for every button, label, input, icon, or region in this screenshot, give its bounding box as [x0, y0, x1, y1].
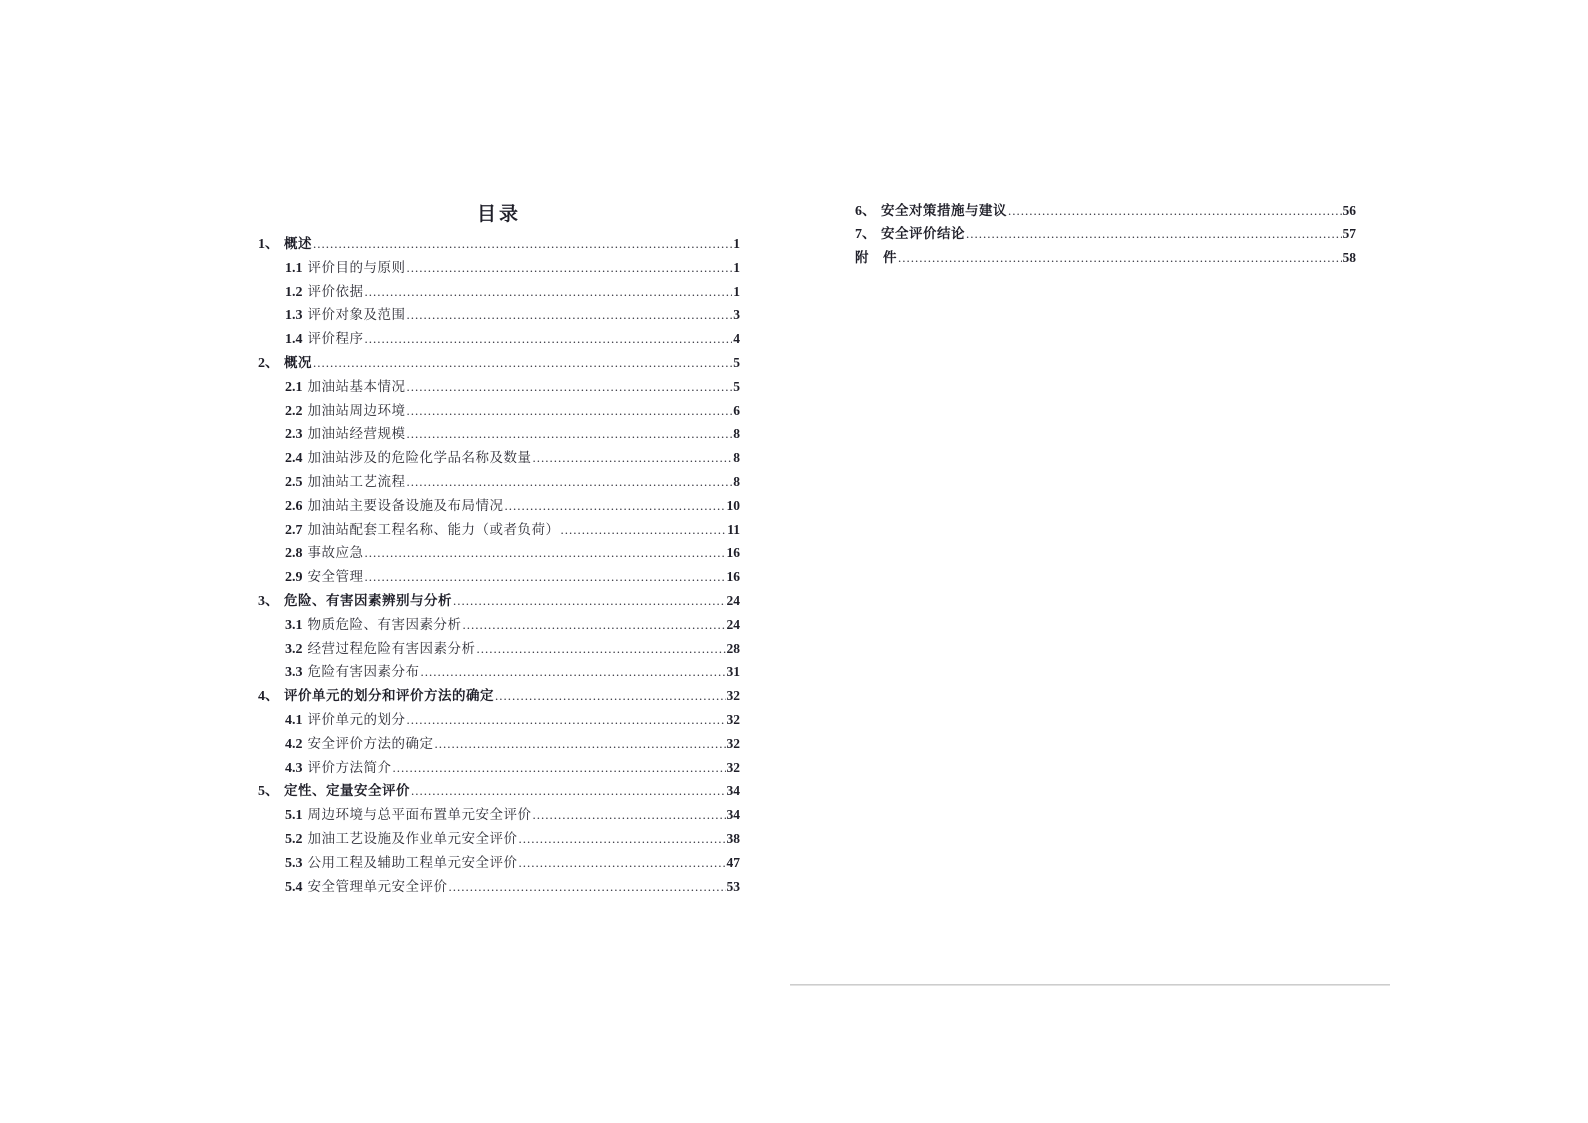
toc-entry — [258, 351, 740, 375]
toc-entry-label: 加油站周边环境 — [307, 402, 406, 418]
toc-entry — [258, 399, 740, 423]
toc-page-number: 5 — [733, 378, 740, 394]
toc-dot-leader — [966, 222, 1342, 245]
toc-entry — [258, 708, 740, 732]
toc-page-number: 10 — [726, 497, 740, 513]
toc-dot-leader — [1008, 199, 1342, 222]
toc-entry-label: 评价依据 — [307, 283, 364, 299]
toc-page-number: 34 — [726, 807, 740, 823]
toc-entry — [258, 779, 740, 803]
toc-entry — [258, 470, 740, 494]
toc-page-number: 32 — [726, 759, 740, 775]
toc-entry — [258, 613, 740, 637]
toc-entry — [258, 660, 740, 684]
toc-entry-number: 2.8 — [285, 546, 303, 562]
toc-entry-number: 2、 — [258, 355, 279, 371]
toc-entry-label: 经营过程危险有害因素分析 — [307, 640, 476, 656]
toc-entry — [258, 684, 740, 708]
toc-entry-number: 2.1 — [285, 379, 303, 395]
toc-dot-leader — [453, 589, 726, 613]
toc-entry-label: 附 件 — [855, 249, 897, 265]
toc-entry-label: 加油站主要设备设施及布局情况 — [307, 497, 504, 513]
toc-page-number: 56 — [1342, 203, 1356, 218]
toc-dot-leader — [463, 613, 726, 637]
toc-entry-number: 2.2 — [285, 403, 303, 419]
toc-entry-label: 概述 — [284, 236, 312, 251]
toc-entry-label: 加油工艺设施及作业单元安全评价 — [307, 830, 518, 846]
toc-dot-leader — [533, 446, 733, 470]
toc-page-number: 38 — [726, 830, 740, 846]
toc-dot-leader — [519, 851, 726, 875]
toc-entry-label: 评价单元的划分 — [307, 711, 406, 727]
toc-entry — [258, 756, 740, 780]
toc-entry-label: 加油站基本情况 — [307, 378, 406, 394]
toc-page-number: 1 — [733, 283, 740, 299]
toc-page-number: 5 — [733, 354, 740, 370]
toc-list-left — [258, 232, 740, 898]
toc-dot-leader — [533, 803, 726, 827]
toc-entry — [258, 327, 740, 351]
toc-page-number: 16 — [726, 569, 740, 585]
toc-dot-leader — [519, 827, 726, 851]
toc-dot-leader — [898, 246, 1342, 269]
toc-entry-label: 安全评价方法的确定 — [307, 735, 434, 751]
toc-entry-label: 加油站经营规模 — [307, 426, 406, 442]
toc-entry-number: 3.2 — [285, 641, 303, 657]
toc-entry — [258, 732, 740, 756]
toc-entry-label: 评价方法简介 — [307, 759, 392, 775]
toc-entry — [258, 565, 740, 589]
toc-dot-leader — [477, 637, 726, 661]
toc-entry-number: 5.1 — [285, 808, 303, 824]
toc-entry-number: 2.9 — [285, 570, 303, 586]
toc-dot-leader — [407, 470, 733, 494]
toc-entry-label: 物质危险、有害因素分析 — [307, 616, 462, 632]
toc-entry — [258, 803, 740, 827]
toc-dot-leader — [407, 256, 733, 280]
toc-entry-label: 事故应急 — [307, 545, 364, 561]
toc-entry — [855, 222, 1356, 245]
toc-page-number: 47 — [726, 854, 740, 870]
toc-entry — [258, 422, 740, 446]
toc-entry — [258, 875, 740, 899]
toc-entry-number: 1.2 — [285, 284, 303, 300]
toc-page-number: 58 — [1342, 249, 1356, 265]
toc-dot-leader — [365, 541, 726, 565]
toc-entry — [258, 589, 740, 613]
toc-dot-leader — [393, 756, 726, 780]
toc-entry-label: 安全评价结论 — [881, 226, 965, 242]
toc-entry-number: 3.3 — [285, 665, 303, 681]
toc-entry-number: 2.6 — [285, 498, 303, 514]
toc-entry — [258, 637, 740, 661]
toc-dot-leader — [435, 732, 726, 756]
toc-entry-number: 2.4 — [285, 451, 303, 467]
toc-entry-number: 5.2 — [285, 831, 303, 847]
toc-page-number: 32 — [726, 711, 740, 727]
toc-title: 目录 — [476, 204, 521, 225]
toc-entry-number: 4.1 — [285, 712, 303, 728]
toc-entry-number: 6、 — [855, 204, 876, 219]
toc-page-number: 1 — [733, 236, 740, 251]
toc-entry-number: 4.3 — [285, 760, 303, 776]
toc-entry-number: 2.3 — [285, 427, 303, 443]
toc-dot-leader — [313, 232, 732, 256]
toc-page-number: 32 — [726, 735, 740, 751]
toc-page-left — [258, 203, 740, 898]
toc-entry-number: 4、 — [258, 689, 279, 705]
toc-entry-label: 评价程序 — [307, 331, 364, 347]
toc-entry-number: 1、 — [258, 237, 279, 252]
toc-entry-number: 4.2 — [285, 736, 303, 752]
toc-dot-leader — [449, 875, 726, 899]
toc-entry — [855, 246, 1356, 269]
toc-entry-label: 评价对象及范围 — [307, 307, 406, 323]
toc-entry-number: 2.7 — [285, 522, 303, 538]
toc-entry-number: 1.1 — [285, 260, 303, 276]
toc-entry-label: 安全管理 — [307, 569, 364, 585]
toc-dot-leader — [407, 399, 733, 423]
toc-dot-leader — [561, 518, 727, 542]
toc-entry — [258, 827, 740, 851]
toc-entry — [258, 303, 740, 327]
toc-page-number: 16 — [726, 545, 740, 561]
toc-page-number: 24 — [726, 616, 740, 632]
toc-page-number: 4 — [733, 331, 740, 347]
toc-entry-label: 评价单元的划分和评价方法的确定 — [284, 688, 494, 704]
toc-entry-label: 危险有害因素分布 — [307, 664, 420, 680]
toc-entry-number: 3、 — [258, 593, 279, 609]
toc-page-number: 31 — [726, 664, 740, 680]
toc-entry — [855, 199, 1356, 222]
toc-dot-leader — [365, 327, 733, 351]
toc-entry — [258, 232, 740, 256]
toc-page-number: 11 — [727, 521, 740, 537]
toc-dot-leader — [505, 494, 726, 518]
toc-entry-label: 评价目的与原则 — [307, 259, 406, 275]
toc-entry — [258, 256, 740, 280]
toc-entry-label: 概况 — [284, 354, 312, 370]
toc-entry-number: 7、 — [855, 227, 876, 243]
toc-page-number: 32 — [726, 688, 740, 704]
toc-entry — [258, 375, 740, 399]
toc-page-number: 24 — [726, 592, 740, 608]
page-bottom-edge-line — [790, 984, 1390, 986]
toc-dot-leader — [365, 565, 726, 589]
toc-page-number: 53 — [726, 878, 740, 894]
toc-page-number: 8 — [733, 473, 740, 489]
toc-entry-number: 5.3 — [285, 855, 303, 871]
toc-page-number: 8 — [733, 450, 740, 466]
toc-page-number: 28 — [726, 640, 740, 656]
toc-page-right — [855, 199, 1356, 269]
toc-entry — [258, 494, 740, 518]
toc-entry-number: 1.4 — [285, 332, 303, 348]
toc-page-number: 8 — [733, 426, 740, 442]
toc-dot-leader — [365, 280, 733, 304]
toc-entry-label: 周边环境与总平面布置单元安全评价 — [307, 807, 532, 823]
toc-entry-number: 5、 — [258, 784, 279, 800]
toc-dot-leader — [411, 779, 726, 803]
toc-entry — [258, 851, 740, 875]
toc-entry-number: 2.5 — [285, 474, 303, 490]
toc-page-number: 34 — [726, 783, 740, 799]
toc-dot-leader — [407, 375, 733, 399]
toc-entry-label: 定性、定量安全评价 — [284, 783, 410, 799]
toc-entry-label: 安全管理单元安全评价 — [307, 878, 448, 894]
toc-entry-label: 公用工程及辅助工程单元安全评价 — [307, 854, 518, 870]
toc-page-number: 3 — [733, 307, 740, 323]
toc-list-right — [855, 199, 1356, 269]
toc-page-number: 1 — [733, 259, 740, 275]
toc-page-number: 6 — [733, 402, 740, 418]
toc-dot-leader — [407, 422, 733, 446]
toc-entry-number: 3.1 — [285, 617, 303, 633]
toc-entry — [258, 446, 740, 470]
toc-dot-leader — [495, 684, 726, 708]
toc-entry-label: 加油站涉及的危险化学品名称及数量 — [307, 450, 532, 466]
toc-entry — [258, 518, 740, 542]
toc-entry-number: 5.4 — [285, 879, 303, 895]
toc-page-number: 57 — [1342, 226, 1356, 242]
toc-dot-leader — [313, 351, 732, 375]
toc-entry-label: 危险、有害因素辨别与分析 — [284, 592, 452, 608]
toc-entry — [258, 541, 740, 565]
toc-dot-leader — [407, 303, 733, 327]
toc-entry-number: 1.3 — [285, 308, 303, 324]
toc-entry-label: 安全对策措施与建议 — [881, 203, 1007, 218]
toc-entry-label: 加油站工艺流程 — [307, 473, 406, 489]
toc-dot-leader — [421, 660, 726, 684]
toc-dot-leader — [407, 708, 726, 732]
toc-entry-label: 加油站配套工程名称、能力（或者负荷） — [307, 521, 560, 537]
toc-entry — [258, 280, 740, 304]
